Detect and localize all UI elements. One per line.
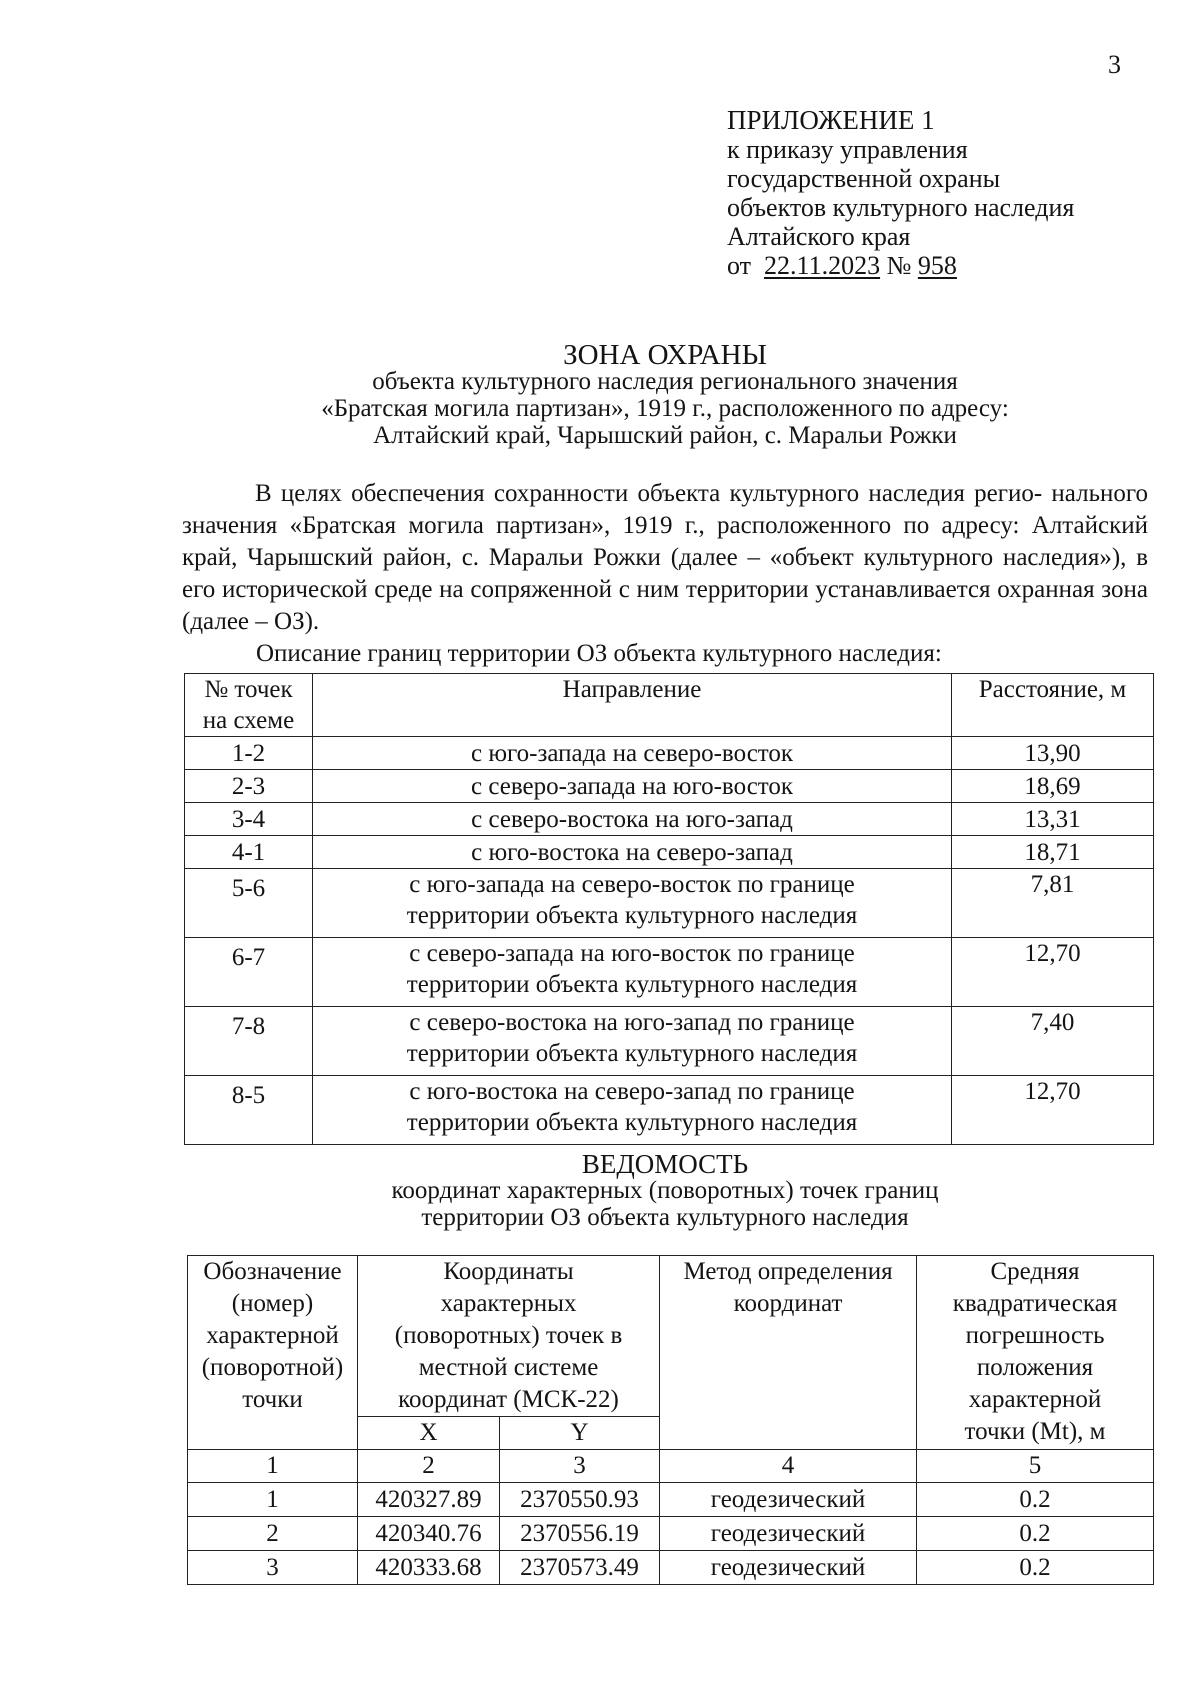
document-title: ЗОНА ОХРАНЫ <box>563 339 767 371</box>
header-points-line: на схеме <box>202 707 295 734</box>
paragraph-line: В целях обеспечения сохранности объекта культурного наследия регио- <box>255 480 1043 507</box>
appendix-title: ПРИЛОЖЕНИЕ 1 <box>727 105 935 135</box>
direction-line: с юго-запада на северо-восток по границе <box>409 871 855 898</box>
cell-direction <box>313 869 952 938</box>
header-designation <box>188 1256 358 1450</box>
table-row <box>185 1007 1154 1076</box>
date-prefix: от <box>727 251 752 280</box>
header-distance: Расстояние, м <box>952 674 1154 737</box>
header-coordinates <box>358 1256 660 1417</box>
cell-y: 2370573.49 <box>500 1551 660 1585</box>
header-line: (номер) <box>231 1290 314 1317</box>
cell-method: геодезический <box>660 1483 917 1517</box>
column-number-row <box>188 1450 1154 1483</box>
header-points-line: № точек <box>204 676 293 703</box>
header-line: Обозначение <box>203 1258 342 1285</box>
header-line: местной системе <box>418 1354 599 1381</box>
cell-point: 1 <box>188 1483 358 1517</box>
table-header-row <box>188 1256 1154 1417</box>
cell-direction: с северо-востока на юго-запад <box>313 803 952 836</box>
paragraph-line: культурного наследия»), в его исторической среде на сопряженной с ним <box>182 544 1149 603</box>
appendix-line: объектов культурного наследия <box>727 193 1075 222</box>
header-x: X <box>358 1417 500 1450</box>
table-row <box>188 1483 1154 1517</box>
table-row <box>188 1517 1154 1551</box>
table-row <box>185 737 1154 770</box>
header-line: квадратическая <box>952 1290 1118 1317</box>
cell-distance: 7,81 <box>952 869 1154 938</box>
direction-line: с северо-востока на юго-запад по границе <box>409 1009 855 1036</box>
header-line: (поворотной) <box>201 1354 344 1381</box>
cell-distance: 12,70 <box>952 938 1154 1007</box>
register-subtitle-line: территории ОЗ объекта культурного наследия <box>421 1204 909 1231</box>
cell-distance: 18,71 <box>952 836 1154 869</box>
cell-error: 0.2 <box>917 1551 1154 1585</box>
cell-points: 5-6 <box>185 869 313 938</box>
header-line: погрешность <box>965 1322 1105 1349</box>
subtitle-line: объекта культурного наследия регионального значения <box>372 368 958 395</box>
cell-direction: с юго-запада на северо-восток <box>313 737 952 770</box>
column-number: 2 <box>358 1450 500 1483</box>
header-error <box>917 1256 1154 1450</box>
cell-x: 420333.68 <box>358 1551 500 1585</box>
order-number: 958 <box>917 251 957 280</box>
cell-points: 4-1 <box>185 836 313 869</box>
direction-line: территории объекта культурного наследия <box>406 1040 858 1067</box>
register-title: ВЕДОМОСТЬ <box>581 1149 749 1179</box>
cell-points: 8-5 <box>185 1076 313 1145</box>
cell-method: геодезический <box>660 1517 917 1551</box>
cell-direction <box>313 1007 952 1076</box>
appendix-line: к приказу управления <box>727 135 968 164</box>
appendix-line: государственной охраны <box>727 164 1001 193</box>
cell-direction: с северо-запада на юго-восток <box>313 770 952 803</box>
cell-y: 2370556.19 <box>500 1517 660 1551</box>
header-line: Метод определения <box>683 1258 893 1285</box>
coordinates-table <box>187 1255 1154 1585</box>
table-row <box>185 803 1154 836</box>
header-y: Y <box>500 1417 660 1450</box>
header-line: координат <box>733 1290 843 1317</box>
column-number: 1 <box>188 1450 358 1483</box>
column-number: 5 <box>917 1450 1154 1483</box>
cell-points: 6-7 <box>185 938 313 1007</box>
boundary-table <box>184 673 1154 1145</box>
cell-error: 0.2 <box>917 1517 1154 1551</box>
cell-direction <box>313 938 952 1007</box>
column-number: 4 <box>660 1450 917 1483</box>
table-row <box>185 836 1154 869</box>
direction-line: территории объекта культурного наследия <box>406 902 858 929</box>
table-row <box>185 1076 1154 1145</box>
cell-direction <box>313 1076 952 1145</box>
header-line: характерной <box>206 1322 339 1349</box>
direction-line: территории объекта культурного наследия <box>406 1109 858 1136</box>
table-row <box>188 1551 1154 1585</box>
cell-points: 1-2 <box>185 737 313 770</box>
paragraph-line: территории устанавливается охранная зона (далее – ОЗ). <box>182 576 1148 635</box>
cell-direction: с юго-востока на северо-запад <box>313 836 952 869</box>
appendix-block <box>727 106 1074 280</box>
paragraph-line: нального значения «Братская могила партизан», 1919 г., расположенного по <box>182 480 1148 539</box>
cell-distance: 18,69 <box>952 770 1154 803</box>
header-line: характерной <box>968 1386 1102 1413</box>
cell-distance: 13,31 <box>952 803 1154 836</box>
cell-points: 7-8 <box>185 1007 313 1076</box>
cell-points: 2-3 <box>185 770 313 803</box>
header-method <box>660 1256 917 1450</box>
subtitle-line: «Братская могила партизан», 1919 г., расположенного по адресу: <box>321 395 1009 422</box>
header-line: координат (МСК-22) <box>398 1386 619 1413</box>
subtitle-line: Алтайский край, Чарышский район, с. Маральи Рожки <box>373 422 957 449</box>
order-date-line <box>727 251 1074 280</box>
register-subtitle-line: координат характерных (поворотных) точек границ <box>391 1177 939 1204</box>
cell-point: 2 <box>188 1517 358 1551</box>
appendix-line: Алтайского края <box>727 222 911 251</box>
cell-distance: 13,90 <box>952 737 1154 770</box>
document-subtitle <box>0 368 1200 449</box>
cell-y: 2370550.93 <box>500 1483 660 1517</box>
cell-x: 420340.76 <box>358 1517 500 1551</box>
order-date: 22.11.2023 <box>764 251 881 280</box>
number-prefix: № <box>886 251 912 280</box>
direction-line: с северо-запада на юго-восток по границе <box>409 940 855 967</box>
direction-line: территории объекта культурного наследия <box>406 971 858 998</box>
header-line: Координаты <box>443 1258 574 1285</box>
boundary-table-caption: Описание границ территории ОЗ объекта культурного наследия: <box>256 640 942 667</box>
header-line: положения <box>976 1354 1094 1381</box>
table-row <box>185 770 1154 803</box>
direction-line: с юго-востока на северо-запад по границе <box>409 1078 855 1105</box>
cell-method: геодезический <box>660 1551 917 1585</box>
header-line: точки (Mt), м <box>964 1418 1106 1445</box>
cell-distance: 12,70 <box>952 1076 1154 1145</box>
cell-error: 0.2 <box>917 1483 1154 1517</box>
cell-distance: 7,40 <box>952 1007 1154 1076</box>
page-number: 3 <box>1108 50 1121 79</box>
intro-paragraph <box>182 478 1148 638</box>
header-points <box>185 674 313 737</box>
cell-point: 3 <box>188 1551 358 1585</box>
header-line: характерных <box>440 1290 577 1317</box>
paragraph-line: адресу: Алтайский край, Чарышский район, с. Маральи Рожки (далее – «объект <box>182 512 1148 571</box>
table-row <box>185 938 1154 1007</box>
cell-points: 3-4 <box>185 803 313 836</box>
header-direction: Направление <box>313 674 952 737</box>
header-line: точки <box>242 1386 303 1413</box>
column-number: 3 <box>500 1450 660 1483</box>
cell-x: 420327.89 <box>358 1483 500 1517</box>
header-line: (поворотных) точек в <box>394 1322 623 1349</box>
register-subtitle <box>0 1177 1200 1231</box>
table-row <box>185 869 1154 938</box>
table-header-row <box>185 674 1154 737</box>
header-line: Средняя <box>990 1258 1080 1285</box>
